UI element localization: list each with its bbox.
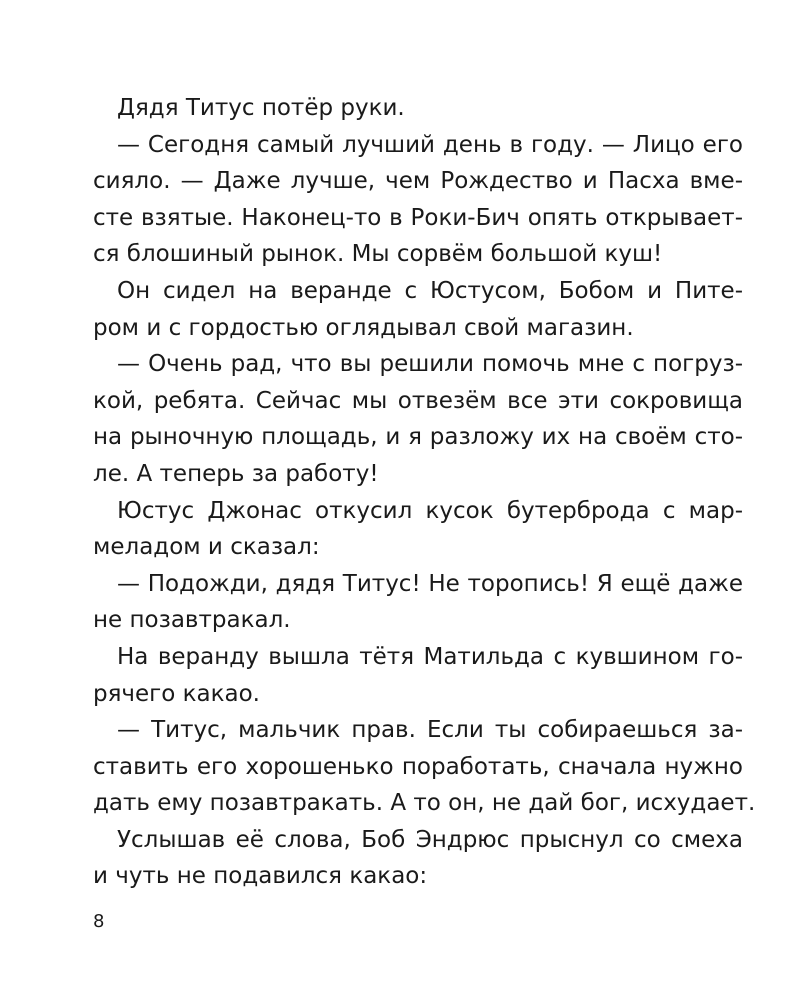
page-number: 8 (93, 911, 105, 932)
text-line: сте взятые. Наконец-то в Роки-Бич опять открывает- (93, 204, 743, 231)
text-line: На веранду вышла тётя Матильда с кувшином го- (117, 643, 743, 670)
text-line: — Очень рад, что вы решили помочь мне с погруз- (117, 351, 743, 378)
text-line: сияло. — Даже лучше, чем Рождество и Пасха вме- (93, 168, 743, 195)
text-line: меладом и сказал: (93, 534, 320, 561)
text-line: и чуть не подавился какао: (93, 863, 428, 890)
text-line: не позавтракал. (93, 607, 291, 634)
text-line: ставить его хорошенько поработать, сначала нужно (93, 753, 743, 780)
text-line: — Подожди, дядя Титус! Не торопись! Я ещё даже (117, 570, 743, 597)
text-line: ся блошиный рынок. Мы сорвём большой куш! (93, 241, 663, 268)
text-line: Он сидел на веранде с Юстусом, Бобом и Пите- (117, 277, 743, 304)
text-line: Дядя Титус потёр руки. (117, 95, 405, 121)
text-line: ле. А теперь за работу! (93, 460, 379, 487)
text-line: — Титус, мальчик прав. Если ты собираешься за- (117, 717, 743, 744)
body-text (93, 90, 756, 895)
text-line: — Сегодня самый лучший день в году. — Лицо его (117, 131, 743, 158)
text-line: Юстус Джонас откусил кусок бутерброда с мар- (117, 497, 743, 524)
text-line: рячего какао. (93, 680, 260, 707)
text-line: на рыночную площадь, и я разложу их на своём сто- (93, 424, 743, 451)
text-line: ром и с гордостью оглядывал свой магазин. (93, 314, 634, 341)
text-line: кой, ребята. Сейчас мы отвезём все эти сокровища (93, 387, 743, 414)
text-line: дать ему позавтракать. А то он, не дай бог, исхудает. (93, 790, 756, 817)
text-line: Услышав её слова, Боб Эндрюс прыснул со смеха (117, 826, 743, 853)
